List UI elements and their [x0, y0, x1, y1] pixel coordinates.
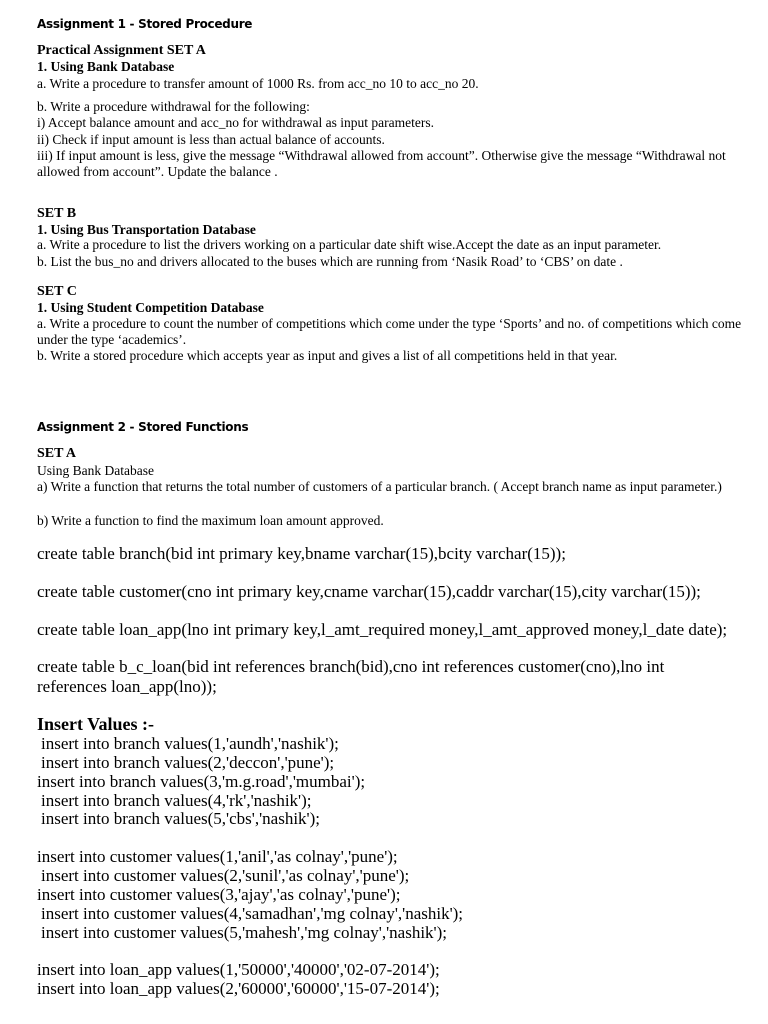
- set-b-database: 1. Using Bus Transportation Database: [37, 222, 256, 237]
- assignment-2-heading: Assignment 2 - Stored Functions: [37, 420, 249, 434]
- set-c-question-b: b. Write a stored procedure which accepts year as input and gives a list of all competitions held in that year.: [37, 348, 618, 363]
- insert-branch-5: insert into branch values(5,'cbs','nashik');: [41, 809, 320, 828]
- insert-branch-2: insert into branch values(2,'deccon','pune');: [41, 753, 335, 772]
- insert-customer-4: insert into customer values(4,'samadhan','mg colnay','nashik');: [41, 904, 464, 923]
- insert-customer-3: insert into customer values(3,'ajay','as colnay','pune');: [37, 885, 401, 904]
- create-table-branch: create table branch(bid int primary key,bname varchar(15),bcity varchar(15));: [37, 544, 566, 563]
- a2-set-a-question-a: a) Write a function that returns the total number of customers of a particular branch. ( Accept branch name as input parameter.): [37, 479, 722, 494]
- set-a-question-b: b. Write a procedure withdrawal for the following:: [37, 99, 310, 114]
- create-table-loan-app: create table loan_app(lno int primary key,l_amt_required money,l_amt_approved money,l_date date);: [37, 620, 728, 639]
- insert-customer-2: insert into customer values(2,'sunil','as colnay','pune');: [41, 866, 410, 885]
- a2-set-a-title: SET A: [37, 446, 77, 461]
- set-b-title: SET B: [37, 206, 77, 221]
- set-c-database: 1. Using Student Competition Database: [37, 300, 264, 315]
- a2-set-a-question-b: b) Write a function to find the maximum loan amount approved.: [37, 513, 384, 528]
- assignment-1-heading: Assignment 1 - Stored Procedure: [37, 17, 253, 31]
- insert-branch-3: insert into branch values(3,'m.g.road','mumbai');: [37, 772, 366, 791]
- set-a-question-a: a. Write a procedure to transfer amount of 1000 Rs. from acc_no 10 to acc_no 20.: [37, 76, 479, 91]
- insert-values-heading: Insert Values :-: [37, 714, 155, 734]
- set-a-title: Practical Assignment SET A: [37, 43, 206, 58]
- insert-loan-1: insert into loan_app values(1,'50000','40000','02-07-2014');: [37, 960, 440, 979]
- insert-customer-1: insert into customer values(1,'anil','as colnay','pune');: [37, 847, 398, 866]
- set-a-question-b-i: i) Accept balance amount and acc_no for withdrawal as input parameters.: [37, 115, 434, 130]
- set-c-title: SET C: [37, 284, 77, 299]
- set-a-question-b-iii: iii) If input amount is less, give the message “Withdrawal allowed from account”. Otherwise give the message “Withdrawal not allowed from account”. Update the balance .: [37, 148, 726, 179]
- set-b-question-b: b. List the bus_no and drivers allocated to the buses which are running from ‘Nasik Road’ to ‘CBS’ on date .: [37, 254, 623, 269]
- set-a-database: 1. Using Bank Database: [37, 59, 175, 74]
- set-c-question-a: a. Write a procedure to count the number of competitions which come under the type ‘Sports’ and no. of competitions which come under the type ‘academics’.: [37, 316, 742, 347]
- insert-customer-5: insert into customer values(5,'mahesh','mg colnay','nashik');: [41, 923, 447, 942]
- insert-branch-4: insert into branch values(4,'rk','nashik');: [41, 791, 312, 810]
- a2-set-a-database: Using Bank Database: [37, 463, 154, 478]
- set-a-question-b-ii: ii) Check if input amount is less than actual balance of accounts.: [37, 132, 385, 147]
- create-table-customer: create table customer(cno int primary key,cname varchar(15),caddr varchar(15),city varchar(15));: [37, 582, 701, 601]
- insert-loan-2: insert into loan_app values(2,'60000','60000','15-07-2014');: [37, 979, 440, 998]
- set-b-question-a: a. Write a procedure to list the drivers working on a particular date shift wise.Accept the date as an input parameter.: [37, 237, 662, 252]
- create-table-b-c-loan: create table b_c_loan(bid int references branch(bid),cno int references customer(cno),lno int references loan_app(lno));: [37, 657, 665, 696]
- insert-branch-1: insert into branch values(1,'aundh','nashik');: [41, 734, 339, 753]
